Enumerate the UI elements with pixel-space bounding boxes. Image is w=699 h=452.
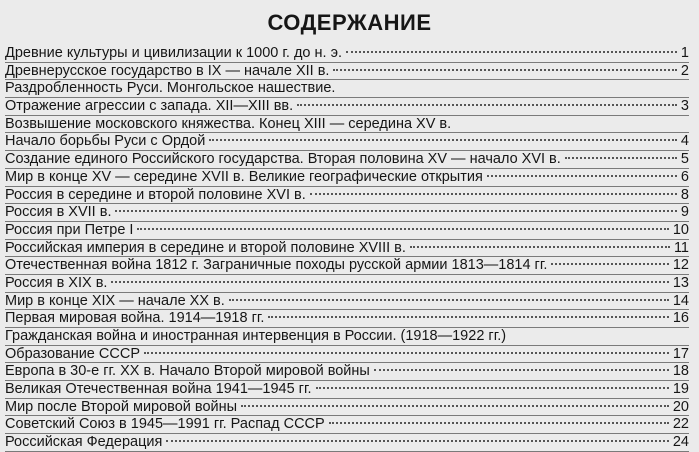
toc-entry-title: Россия в XVII в. [5,204,112,221]
toc-entry [5,275,689,293]
toc-entry-title: Россия в середине и второй половине XVI в. [5,186,306,203]
toc-entry-page-number: 19 [672,381,689,398]
dot-leader [115,210,676,212]
dot-leader [329,422,669,424]
toc-entry-page-number: 10 [672,221,689,238]
toc-entry [5,63,689,81]
toc-entry [5,434,689,452]
toc-entry [5,45,689,63]
toc-entry-page-number: 1 [680,45,689,61]
toc-entry [5,116,689,134]
toc-entry-title: Российская империя в середине и второй половине XVIII в. [5,239,406,256]
toc-entry [5,381,689,399]
table-of-contents [5,45,689,452]
toc-entry-title: Древние культуры и цивилизации к 1000 г. до н. э. [5,45,342,61]
toc-entry-title: Европа в 30-е гг. XX в. Начало Второй мировой войны [5,363,370,380]
toc-entry [5,169,689,187]
toc-entry-page-number: 11 [673,239,689,256]
dot-leader [111,281,668,283]
toc-entry-title: Мир после Второй мировой войны [5,398,238,415]
toc-entry [5,346,689,364]
toc-entry-page-number: 9 [680,204,689,221]
dot-leader [310,193,677,195]
toc-entry-page-number: 16 [672,310,689,327]
toc-entry-title: Образование СССР [5,345,140,362]
toc-entry-page-number: 18 [672,363,689,380]
toc-entry [5,187,689,205]
dot-leader [241,405,669,407]
toc-entry-title: Россия при Петре I [5,221,134,238]
toc-entry-page-number: 6 [680,168,689,185]
page-title: СОДЕРЖАНИЕ [267,10,432,35]
toc-entry-title: Гражданская война и иностранная интервенция в России. (1918—1922 гг.) [5,328,507,344]
toc-entry [5,363,689,381]
toc-entry-page-number: 8 [680,186,689,203]
toc-entry-title: Отражение агрессии с запада. XII—XIII вв. [5,98,294,115]
toc-entry-page-number: 17 [672,345,689,362]
toc-entry-page-number: 5 [680,151,689,168]
toc-entry-page-number: 2 [680,62,689,79]
toc-entry-title: Мир в конце XV — середине XVII в. Великие географические открытия [5,168,483,185]
toc-entry-title: Российская Федерация [5,434,163,451]
toc-entry [5,151,689,169]
toc-entry-title: Россия в XIX в. [5,274,108,291]
toc-entry-title: Первая мировая война. 1914—1918 гг. [5,310,265,327]
toc-entry-page-number: 13 [672,274,689,291]
toc-entry-title: Начало борьбы Руси с Ордой [5,133,206,150]
toc-entry-title: Великая Отечественная война 1941—1945 гг. [5,381,312,398]
toc-entry-page-number: 12 [672,257,689,274]
toc-entry-title: Советский Союз в 1945—1991 гг. Распад СССР [5,416,325,433]
toc-entry-page-number: 14 [672,292,689,309]
toc-entry-title: Раздробленность Руси. Монгольское нашествие. [5,80,336,97]
dot-leader [268,316,668,318]
toc-entry [5,240,689,258]
toc-entry [5,293,689,311]
dot-leader [551,263,668,265]
toc-entry-page-number: 3 [680,98,689,115]
toc-entry [5,416,689,434]
toc-entry-title: Мир в конце XIX — начале XX в. [5,292,225,309]
dot-leader [333,69,676,71]
dot-leader [209,139,677,141]
toc-entry-page-number: 24 [672,434,689,451]
toc-entry [5,328,689,346]
toc-entry-page-number: 22 [672,416,689,433]
dot-leader [297,104,677,106]
dot-leader [565,157,677,159]
dot-leader [410,246,670,248]
toc-entry [5,98,689,116]
toc-entry [5,222,689,240]
dot-leader [229,299,669,301]
dot-leader [144,352,669,354]
dot-leader [487,175,677,177]
toc-entry [5,257,689,275]
toc-entry-title: Древнерусское государство в IX — начале XII в. [5,62,330,79]
dot-leader [137,228,668,230]
dot-leader [346,51,677,53]
toc-entry [5,399,689,417]
toc-entry [5,310,689,328]
toc-entry [5,204,689,222]
dot-leader [166,440,669,442]
toc-entry-page-number: 20 [672,398,689,415]
toc-entry-title: Отечественная война 1812 г. Заграничные походы русской армии 1813—1814 гг. [5,257,548,274]
toc-entry-page-number: 4 [680,133,689,150]
toc-entry-title: Возвышение московского княжества. Конец XIII — середина XV в. [5,115,452,132]
toc-entry [5,133,689,151]
dot-leader [374,369,669,371]
dot-leader [316,387,669,389]
toc-entry-title: Создание единого Российского государства. Вторая половина XV — начало XVI в. [5,151,561,168]
toc-entry [5,80,689,98]
